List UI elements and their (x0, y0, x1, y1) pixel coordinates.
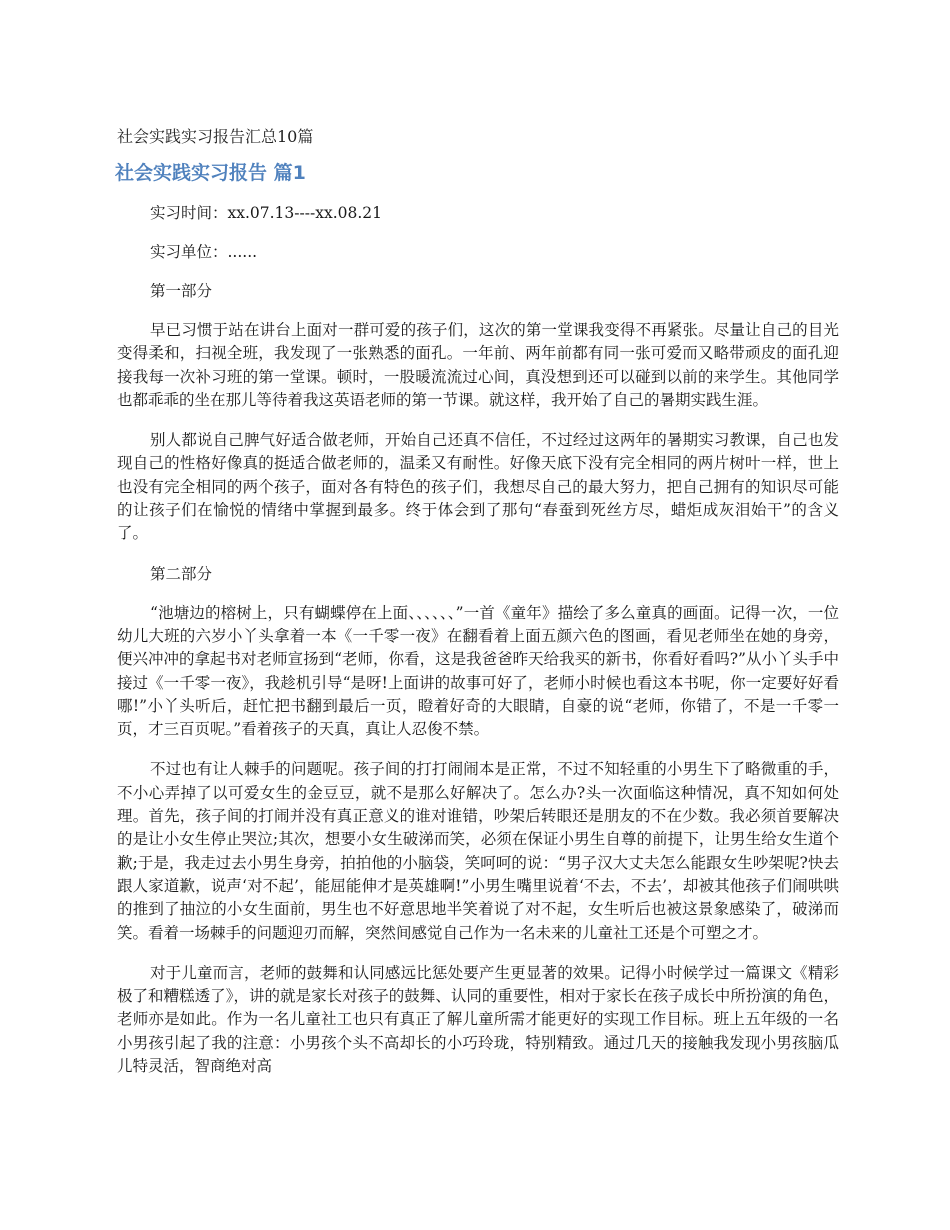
paragraph: 不过也有让人棘手的问题呢。孩子间的打打闹闹本是正常，不过不知轻重的小男生下了略微重的手，不小心弄掉了以可爱女生的金豆豆，就不是那么好解决了。怎么办?头一次面临这种情况，真不知如何处理。首先，孩子间的打闹并没有真正意义的谁对谁错，吵架后转眼还是朋友的不在少数。我必须首要解决的是让小女生停止哭泣;其次，想要小女生破涕而笑，必须在保证小男生自尊的前提下，让男生给女生道个歉;于是，我走过去小男生身旁，拍拍他的小脑袋，笑呵呵的说：“男子汉大丈夫怎么能跟女生吵架呢?快去跟人家道歉，说声‘对不起’，能屈能伸才是英雄啊!”小男生嘴里说着‘不去，不去’，却被其他孩子们闹哄哄的推到了抽泣的小女生面前，男生也不好意思地半笑着说了对不起，女生听后也被这景象感染了，破涕而笑。看着一场棘手的问题迎刃而解，突然间感觉自己作为一名未来的儿童社工还是个可塑之才。 (117, 760, 839, 942)
document-title: 社会实践实习报告汇总10篇 (117, 127, 314, 146)
paragraph: 对于儿童而言，老师的鼓舞和认同感远比惩处要产生更显著的效果。记得小时候学过一篇课文《精彩极了和糟糕透了》，讲的就是家长对孩子的鼓舞、认同的重要性，相对于家长在孩子成长中所扮演的角色，老师亦是如此。作为一名儿童社工也只有真正了解儿童所需才能更好的实现工作目标。班上五年级的一名小男孩引起了我的注意：小男孩个头不高却长的小巧玲珑，特别精致。通过几天的接触我发现小男孩脑瓜儿特灵活，智商绝对高 (117, 963, 839, 1076)
paragraph: 早已习惯于站在讲台上面对一群可爱的孩子们，这次的第一堂课我变得不再紧张。尽量让自己的目光变得柔和，扫视全班，我发现了一张熟悉的面孔。一年前、两年前都有同一张可爱而又略带顽皮的面孔迎接我每一次补习班的第一堂课。顿时，一股暖流流过心间，真没想到还可以碰到以前的来学生。其他同学也都乖乖的坐在那儿等待着我这英语老师的第一节课。就这样，我开始了自己的暑期实践生涯。 (117, 321, 839, 409)
section-2-title: 第二部分 (150, 564, 213, 583)
paragraph: 别人都说自己脾气好适合做老师，开始自己还真不信任，不过经过这两年的暑期实习教课，自己也发现自己的性格好像真的挺适合做老师的，温柔又有耐性。好像天底下没有完全相同的两片树叶一样，世上也没有完全相同的两个孩子，面对各有特色的孩子们，我想尽自己的最大努力，把自己拥有的知识尽可能的让孩子们在愉悦的情绪中掌握到最多。终于体会到了那句“春蚕到死丝方尽，蜡炬成灰泪始干”的含义了。 (117, 431, 839, 543)
internship-time: 实习时间：xx.07.13----xx.08.21 (150, 204, 383, 222)
internship-unit: 实习单位：...... (150, 243, 258, 261)
section-1-title: 第一部分 (150, 282, 213, 300)
paragraph: “池塘边的榕树上，只有蝴蝶停在上面、、、、、、”一首《童年》描绘了多么童真的画面。记得一次，一位幼儿大班的六岁小丫头拿着一本《一千零一夜》在翻看着上面五颜六色的图画，看见老师坐在她的身旁，便兴冲冲的拿起书对老师宣扬到“老师，你看，这是我爸爸昨天给我买的新书，你看好看吗?”从小丫头手中接过《一千零一夜》，我趁机引导“是呀!上面讲的故事可好了，老师小时候也看这本书呢，你一定要好好看哪!”小丫头听后，赶忙把书翻到最后一页，瞪着好奇的大眼睛，自豪的说“老师，你错了，不是一千零一页，才三百页呢。”看着孩子的天真，真让人忍俊不禁。 (117, 603, 839, 739)
report-heading: 社会实践实习报告 篇1 (115, 162, 306, 184)
